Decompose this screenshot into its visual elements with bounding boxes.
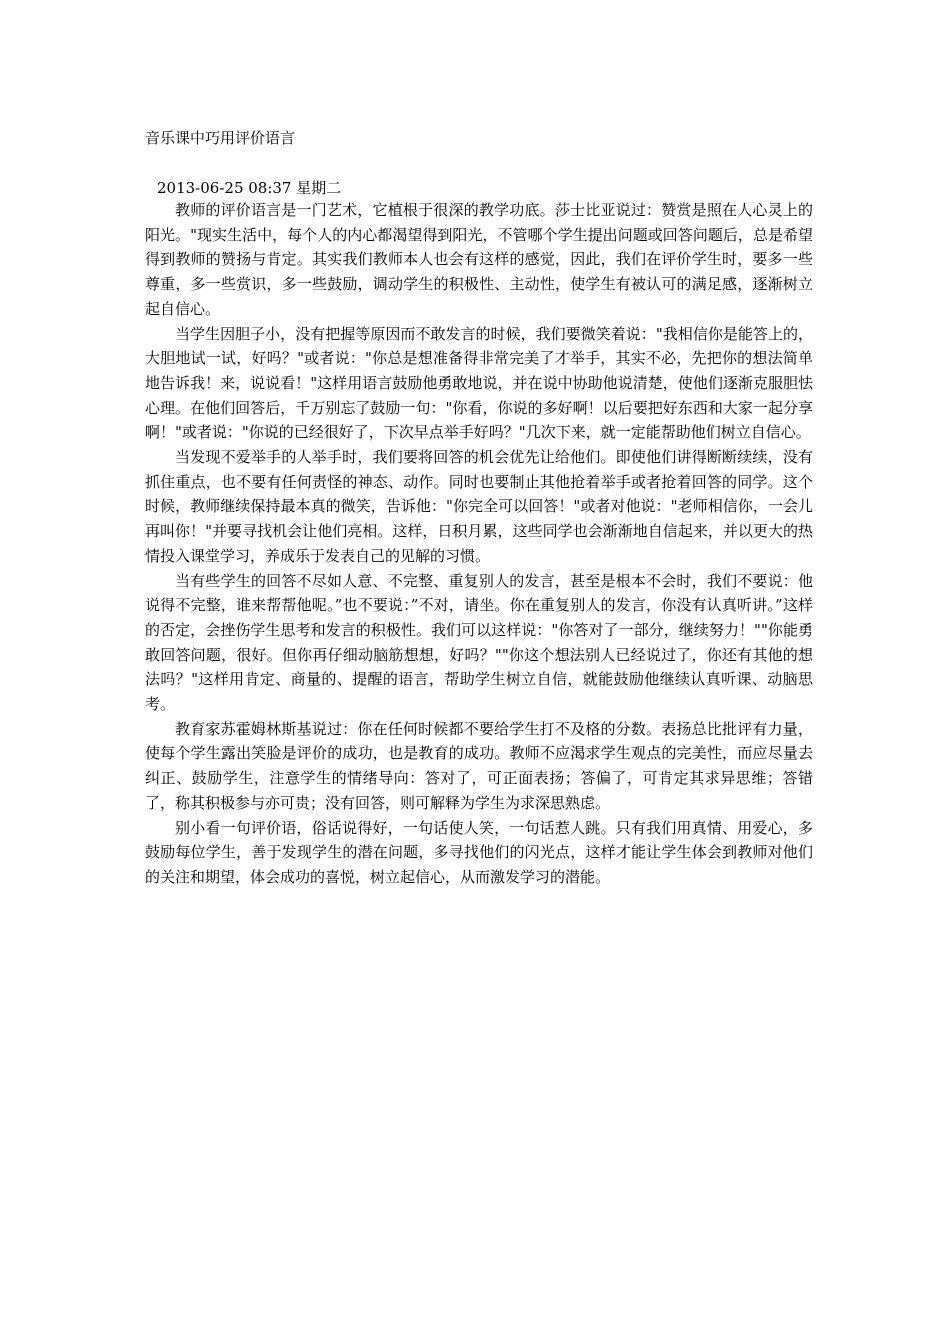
paragraph-conclusion: 别小看一句评价语，俗话说得好，一句话使人笑，一句话惹人跳。只有我们用真情、用爱心，多鼓励每位学生，善于发现学生的潜在问题，多寻找他们的闪光点，这样才能让学生体会到教师对他们的关注和期望，体会成功的喜悦，树立起信心，从而激发学习的潜能。 <box>145 818 813 886</box>
document-date: 2013-06-25 08:37 星期二 <box>157 179 342 197</box>
paragraph-incomplete-answers: 当有些学生的回答不尽如人意、不完整、重复别人的发言，甚至是根本不会时，我们不要说：他说得不完整，谁来帮帮他呢。”也不要说：”不对，请坐。你在重复别人的发言，你没有认真听讲。”这样的否定，会挫伤学生思考和发言的积极性。我们可以这样说："你答对了一部分，继续努力！""你能勇敢回答问题，很好。但你再仔细动脑筋想想，好吗？""你这个想法别人已经说过了，你还有其他的想法吗？"这样用肯定、商量的、提醒的语言，帮助学生树立自信，就能鼓励他继续认真听课、动脑思考。 <box>145 571 813 714</box>
paragraph-intro: 教师的评价语言是一门艺术，它植根于很深的教学功底。莎士比亚说过：赞赏是照在人心灵上的阳光。"现实生活中，每个人的内心都渴望得到阳光，不管哪个学生提出问题或回答问题后，总是希望得到教师的赞扬与肯定。其实我们教师本人也会有这样的感觉，因此，我们在评价学生时，要多一些尊重，多一些赏识，多一些鼓励，调动学生的积极性、主动性，使学生有被认可的满足感，逐渐树立起自信心。 <box>145 201 813 318</box>
paragraph-reluctant-students: 当发现不爱举手的人举手时，我们要将回答的机会优先让给他们。即使他们讲得断断续续，没有抓住重点，也不要有任何责怪的神态、动作。同时也要制止其他抢着举手或者抢着回答的同学。这个时候，教师继续保持最本真的微笑，告诉他："你完全可以回答！"或者对他说："老师相信你，一会儿再叫你！"并要寻找机会让他们亮相。这样，日积月累，这些同学也会渐渐地自信起来，并以更大的热情投入课堂学习，养成乐于发表自己的见解的习惯。 <box>145 448 813 565</box>
document-content <box>145 128 813 890</box>
paragraph-timid-students: 当学生因胆子小，没有把握等原因而不敢发言的时候，我们要微笑着说："我相信你是能答上的，大胆地试一试，好吗？"或者说："你总是想准备得非常完美了才举手，其实不必，先把你的想法简单地告诉我！来，说说看！"这样用语言鼓励他勇敢地说，并在说中协助他说清楚，使他们逐渐克服胆怯心理。在他们回答后，千万别忘了鼓励一句："你看，你说的多好啊！以后要把好东西和大家一起分享啊！"或者说："你说的已经很好了，下次早点举手好吗？"几次下来，就一定能帮助他们树立自信心。 <box>145 324 813 442</box>
document-title: 音乐课中巧用评价语言 <box>145 129 296 147</box>
paragraph-sukhomlinsky: 教育家苏霍姆林斯基说过：你在任何时候都不要给学生打不及格的分数。表扬总比批评有力量，使每个学生露出笑脸是评价的成功，也是教育的成功。教师不应渴求学生观点的完美性，而应尽量去纠正、鼓励学生，注意学生的情绪导向：答对了，可正面表扬；答偏了，可肯定其求异思维；答错了，称其积极参与亦可贵；没有回答，则可解释为学生为求深思熟虑。 <box>145 719 813 812</box>
